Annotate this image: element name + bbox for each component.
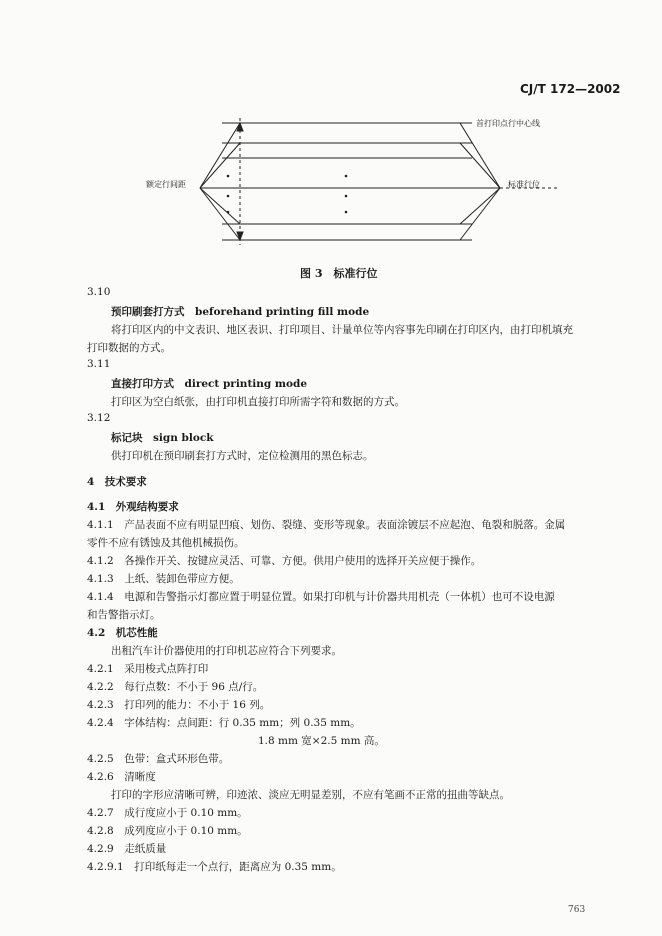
clause-line: 4.2.7 成行度应小于 0.10 mm。 [87,807,248,819]
paragraph-line: 打印数据的方式。 [87,342,171,354]
clause-line: 4.2.2 每行点数：不小于 96 点/行。 [87,681,264,693]
label-standard-line-position: 标准行位 [508,180,540,189]
clause-line: 4.2.5 色带：盒式环形色带。 [87,753,230,765]
paragraph-line: 打印的字形应清晰可辨，印迹浓、淡应无明显差别，不应有笔画不正常的扭曲等缺点。 [111,789,510,801]
paragraph-line: 打印区为空白纸张，由打印机直接打印所需字符和数据的方式。 [111,396,405,408]
clause-line: 和告警指示灯。 [87,609,161,621]
section-number: 3.11 [87,358,111,370]
clause-line: 4.2.4 字体结构：点间距：行 0.35 mm；列 0.35 mm。 [87,717,361,729]
clause-line: 4.2.3 打印列的能力：不小于 16 列。 [87,699,271,711]
standard-line-position-diagram [0,0,662,260]
print-dots [227,175,348,214]
standard-code: CJ/T 172—2002 [520,82,621,96]
subsection-heading: 4.1 外观结构要求 [87,501,179,513]
paragraph-line: 出租汽车计价器使用的打印机芯应符合下列要求。 [111,645,342,657]
clause-line: 4.2.9.1 打印纸每走一个点行，距离应为 0.35 mm。 [87,861,342,873]
clause-line: 4.1.3 上纸、装卸色带应方便。 [87,573,240,585]
paragraph-line: 将打印区内的中文表识、地区表识、打印项目、计量单位等内容事先印刷在打印区内，由打印机填充 [111,324,573,336]
clause-line: 4.2.8 成列度应小于 0.10 mm。 [87,825,248,837]
clause-line: 4.2.1 采用梭式点阵打印 [87,663,209,675]
term-heading: 直接打印方式 direct printing mode [111,378,308,390]
term-heading: 标记块 sign block [111,432,214,444]
label-rated-line-spacing: 额定行间距 [146,180,186,189]
clause-line: 4.1.2 各操作开关、按键应灵活、可靠、方便。供用户使用的选择开关应便于操作。 [87,555,482,567]
page-number: 763 [568,905,586,915]
subsection-heading: 4.2 机芯性能 [87,627,158,639]
clause-line: 零件不应有锈蚀及其他机械损伤。 [87,537,245,549]
clause-line: 4.1.4 电源和告警指示灯都应置于明显位置。如果打印机与计价器共用机壳（一体机）也可不设电源 [87,591,555,603]
section-number: 3.10 [87,286,111,298]
label-first-line-center: 首打印点行中心线 [476,119,540,128]
clause-line: 4.2.6 清晰度 [87,771,156,783]
clause-line: 1.8 mm 宽×2.5 mm 高。 [258,735,385,747]
clause-line: 4.1.1 产品表面不应有明显凹痕、划伤、裂缝、变形等现象。表面涂镀层不应起泡、龟裂和脱落。金属 [87,519,566,531]
clause-line: 4.2.9 走纸质量 [87,843,167,855]
chapter-heading: 4 技术要求 [87,476,147,488]
section-number: 3.12 [87,412,111,424]
figure-caption: 图 3 标准行位 [300,267,378,280]
paragraph-line: 供打印机在预印刷套打方式时，定位检测用的黑色标志。 [111,450,374,462]
term-heading: 预印刷套打方式 beforehand printing fill mode [111,306,370,318]
